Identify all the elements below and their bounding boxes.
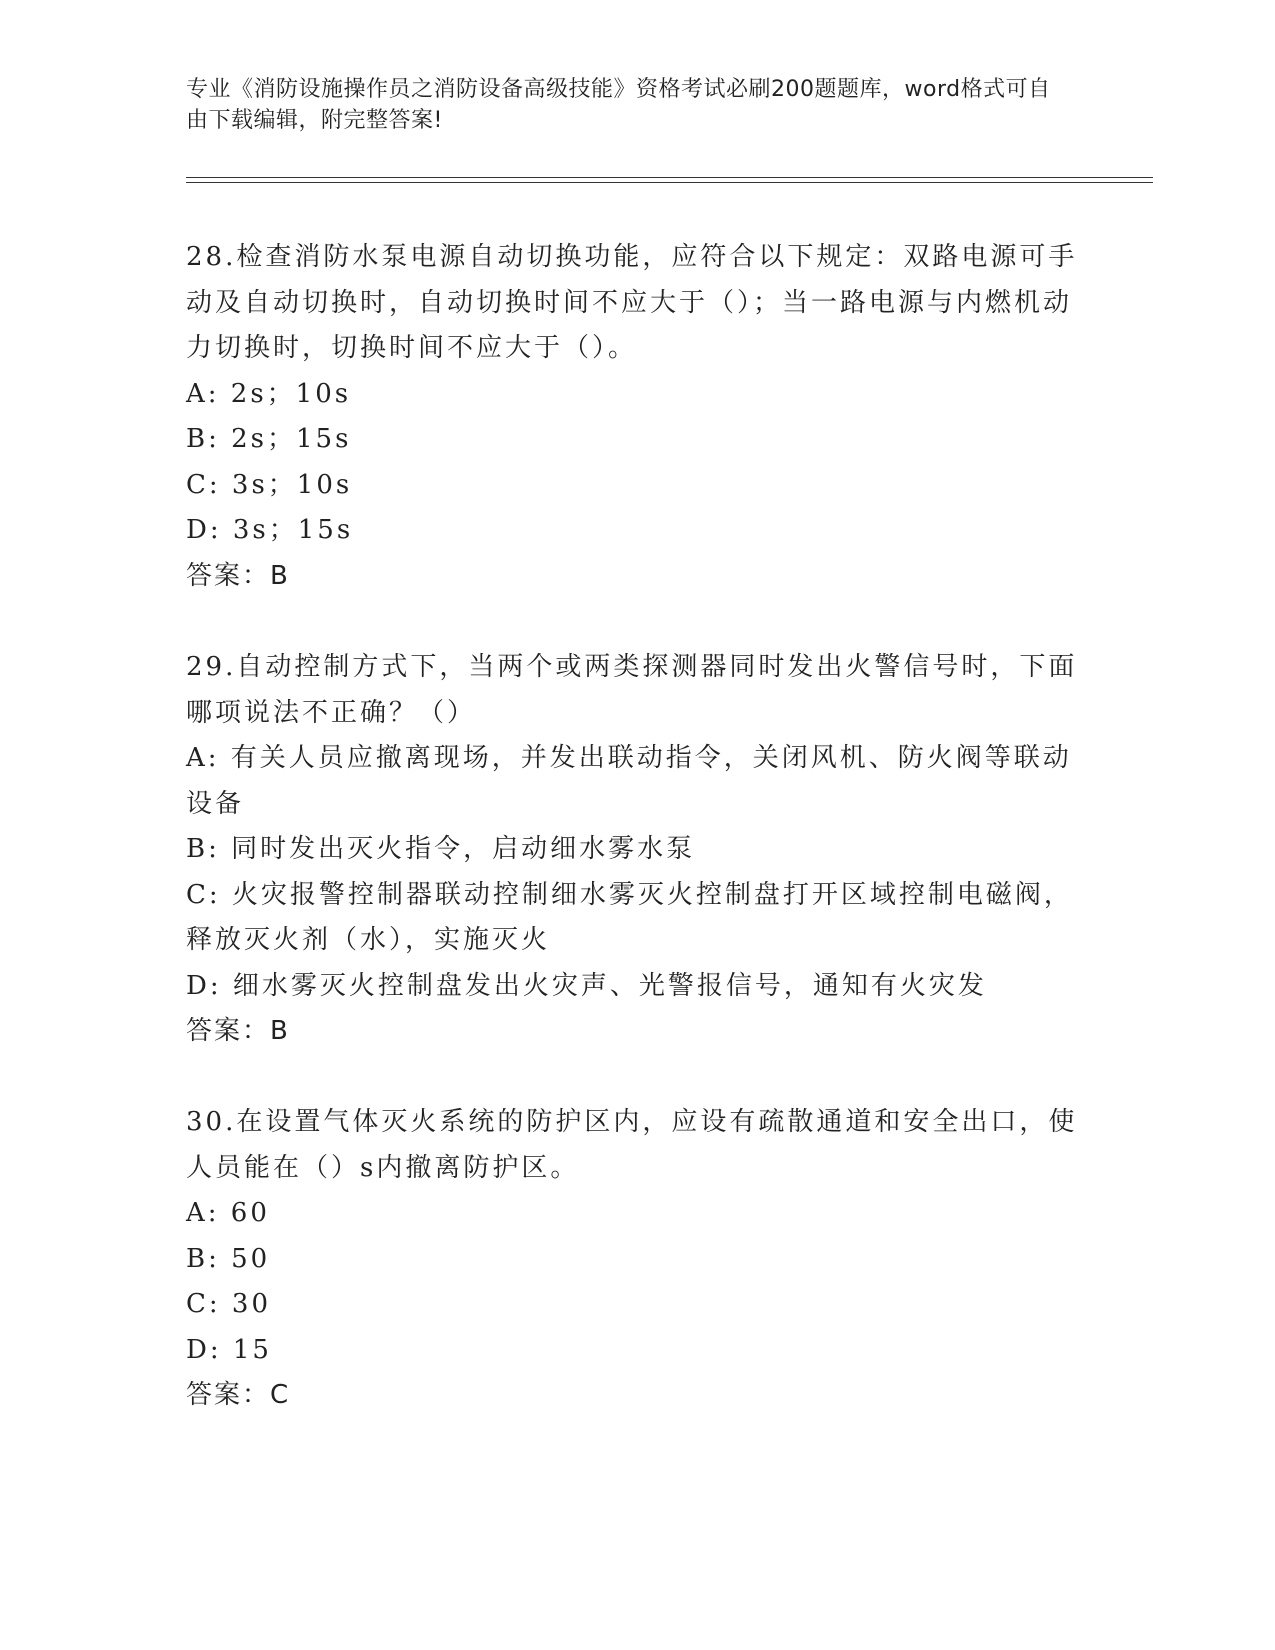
header-divider-top xyxy=(186,177,1153,178)
header-divider-bottom xyxy=(186,182,1153,183)
option-c: C: 30 xyxy=(186,1289,272,1319)
option-d: D: 3s；15s xyxy=(186,515,354,545)
question-stem: 30.在设置气体灭火系统的防护区内，应设有疏散通道和安全出口，使人员能在（）s内撤离防护区。 xyxy=(186,1107,1078,1183)
answer: 答案：B xyxy=(186,1016,290,1046)
question-stem: 28.检查消防水泵电源自动切换功能，应符合以下规定：双路电源可手动及自动切换时，自动切换时间不应大于（）；当一路电源与内燃机动力切换时，切换时间不应大于（）。 xyxy=(186,242,1078,363)
document-header: 专业《消防设施操作员之消防设备高级技能》资格考试必刷200题题库，word格式可自由下载编辑，附完整答案! xyxy=(186,77,1051,133)
option-d: D: 细水雾灭火控制盘发出火灾声、光警报信号，通知有火灾发 xyxy=(186,970,987,1001)
option-a: A: 2s；10s xyxy=(186,378,352,409)
option-a: A: 60 xyxy=(186,1198,270,1228)
option-b: B: 同时发出灭火指令，启动细水雾水泵 xyxy=(186,834,696,864)
option-c: C: 3s；10s xyxy=(186,469,353,500)
option-b: B: 50 xyxy=(186,1243,271,1274)
option-a: A: 有关人员应撤离现场，并发出联动指令，关闭风机、防火阀等联动设备 xyxy=(186,743,1072,819)
question-30 xyxy=(186,1100,1086,1419)
answer: 答案：C xyxy=(186,1380,291,1410)
question-28 xyxy=(186,235,1086,599)
option-b: B: 2s；15s xyxy=(186,424,352,454)
question-29 xyxy=(186,645,1086,1055)
option-c: C: 火灾报警控制器联动控制细水雾灭火控制盘打开区域控制电磁阀，释放灭火剂（水），实施灭火 xyxy=(186,879,1073,955)
answer: 答案：B xyxy=(186,560,290,591)
question-stem: 29.自动控制方式下，当两个或两类探测器同时发出火警信号时，下面哪项说法不正确？（） xyxy=(186,652,1078,728)
option-d: D: 15 xyxy=(186,1334,272,1365)
